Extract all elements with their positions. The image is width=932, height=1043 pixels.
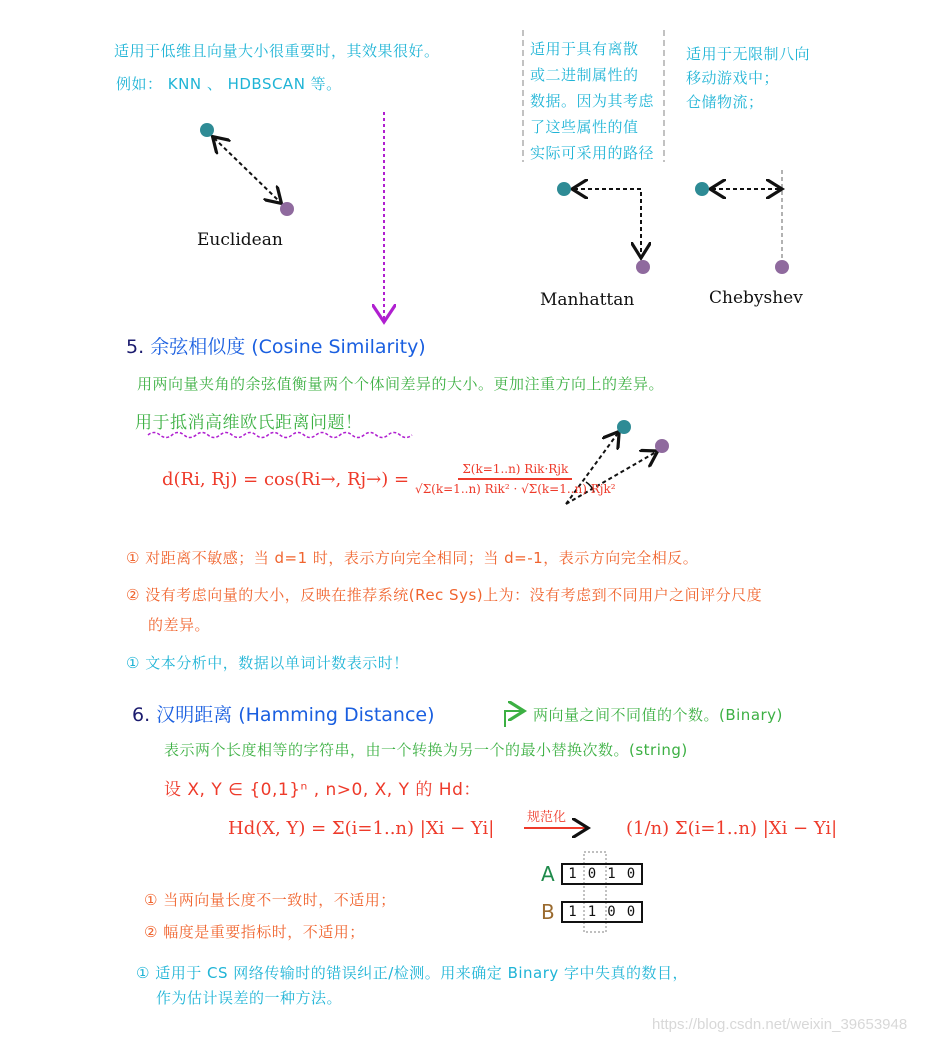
section5-title: 余弦相似度 (Cosine Similarity) xyxy=(150,336,426,358)
bit: 0 xyxy=(607,904,616,920)
example-bits-a xyxy=(561,863,643,885)
manhattan-note-line: 适用于具有离散 xyxy=(530,40,639,58)
bit: 0 xyxy=(626,904,636,920)
point-b-icon xyxy=(280,202,294,216)
hamming-side-note: 两向量之间不同值的个数。(Binary) xyxy=(533,706,783,724)
chebyshev-label: Chebyshev xyxy=(709,288,803,308)
example-row-b xyxy=(541,900,643,924)
section6-title: 汉明距离 (Hamming Distance) xyxy=(156,704,435,726)
hamming-example xyxy=(541,862,643,924)
point-a-icon xyxy=(200,123,214,137)
section5-heading xyxy=(126,332,426,359)
hamming-use-case: ① 适用于 CS 网络传输时的错误纠正/检测。用来确定 Binary 字中失真的数目， xyxy=(136,964,689,982)
chebyshev-note-line: 适用于无限制八向 xyxy=(686,45,811,63)
watermark: https://blog.csdn.net/weixin_39653948 xyxy=(652,1016,908,1033)
section5-number: 5. xyxy=(126,336,145,358)
chebyshev-note-line: 移动游戏中； xyxy=(686,69,780,87)
cosine-note-2: ② 没有考虑向量的大小，反映在推荐系统(Rec Sys)上为：没有考虑到不同用户之间评分尺度 xyxy=(126,586,763,604)
euclidean-examples: 例如： KNN 、 HDBSCAN 等。 xyxy=(116,75,342,93)
chebyshev-diagram xyxy=(695,170,789,274)
bit: 1 xyxy=(568,904,577,920)
hamming-normalized-formula: (1/n) Σ(i=1..n) |Xi − Yi| xyxy=(626,818,838,839)
example-label-b: B xyxy=(541,900,555,924)
cosine-note-2-cont: 的差异。 xyxy=(148,616,211,634)
cosine-description: 用两向量夹角的余弦值衡量两个个体间差异的大小。更加注重方向上的差异。 xyxy=(137,375,665,393)
bit: 1 xyxy=(587,904,597,920)
cosine-formula-lhs: d(Ri, Rj) = cos(Ri→, Rj→) = xyxy=(162,468,410,490)
manhattan-diagram xyxy=(557,182,650,274)
euclidean-diagram xyxy=(200,123,294,216)
cosine-formula-denominator: √Σ(k=1..n) Rik² · √Σ(k=1..n) Rjk² xyxy=(415,482,616,496)
bit: 1 xyxy=(568,866,577,882)
cosine-formula-numerator: Σ(k=1..n) Rik·Rjk xyxy=(458,462,572,480)
example-label-a: A xyxy=(541,862,555,886)
manhattan-note-line: 数据。因为其考虑 xyxy=(530,92,655,110)
hamming-note-2: ② 幅度是重要指标时，不适用； xyxy=(144,923,365,941)
manhattan-label: Manhattan xyxy=(540,290,635,310)
manhattan-usage-note xyxy=(530,36,654,166)
normalize-label: 规范化 xyxy=(527,810,567,825)
bit: 0 xyxy=(626,866,636,882)
hamming-use-case-cont: 作为估计误差的一种方法。 xyxy=(156,989,343,1007)
hamming-setup: 设 X, Y ∈ {0,1}ⁿ , n>0, X, Y 的 Hd： xyxy=(164,780,481,800)
example-row-a xyxy=(541,862,643,886)
chebyshev-note-line: 仓储物流； xyxy=(686,93,764,111)
euclidean-usage-note: 适用于低维且向量大小很重要时，其效果很好。 xyxy=(114,42,440,60)
cosine-formula-fraction xyxy=(415,462,616,496)
cosine-use-case: ① 文本分析中，数据以单词计数表示时！ xyxy=(126,654,409,672)
bit: 1 xyxy=(607,866,616,882)
chebyshev-usage-note xyxy=(686,42,810,114)
hamming-formula: Hd(X, Y) = Σ(i=1..n) |Xi − Yi| xyxy=(228,818,495,839)
manhattan-note-line: 或二进制属性的 xyxy=(530,66,639,84)
hamming-description: 表示两个长度相等的字符串，由一个转换为另一个的最小替换次数。(string) xyxy=(164,741,688,759)
bit: 0 xyxy=(587,866,597,882)
cosine-purpose: 用于抵消高维欧氏距离问题！ xyxy=(135,413,363,433)
manhattan-note-line: 了这些属性的值 xyxy=(530,118,639,136)
manhattan-note-line: 实际可采用的路径 xyxy=(530,144,655,162)
hamming-note-1: ① 当两向量长度不一致时，不适用； xyxy=(144,891,396,909)
cosine-formula xyxy=(162,462,616,496)
section6-number: 6. xyxy=(132,704,151,726)
euclidean-label: Euclidean xyxy=(197,230,283,250)
section6-heading xyxy=(132,700,435,727)
cosine-note-1: ① 对距离不敏感；当 d=1 时，表示方向完全相同；当 d=-1，表示方向完全相反。 xyxy=(126,549,699,567)
example-bits-b xyxy=(561,901,643,923)
